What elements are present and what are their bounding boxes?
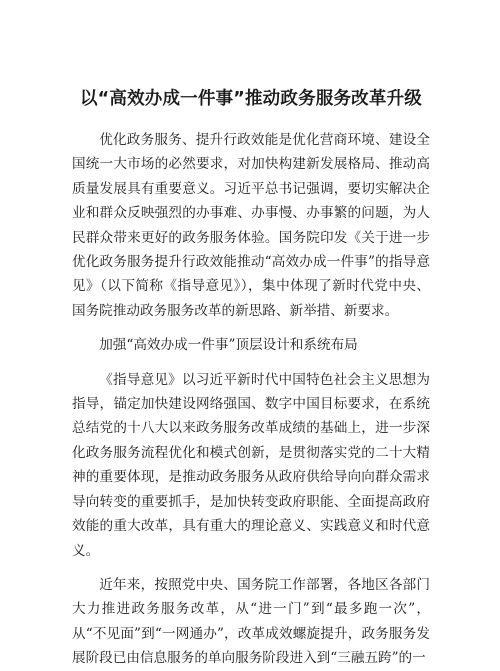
document-title: 以“高效办成一件事”推动政务服务改革升级 (79, 89, 422, 109)
paragraph-intro: 优化政务服务、提升行政效能是优化营商环境、建设全国统一大市场的必然要求，对加快构建新发展格局、推动高质量发展具有重要意义。习近平总书记强调，要切实解决企业和群众反映强烈的办事难、办事慢、办事繁的问题，为人民群众带来更好的政务服务体验。国务院印发《关于进一步优化政务服务提升行政效能推动“高效办成一件事”的指导意见》（以下简称《指导意见》），集中体现了新时代党中央、国务院推动政务服务改革的新思路、新举措、新要求。 (72, 132, 430, 319)
paragraph-guidance: 《指导意见》以习近平新时代中国特色社会主义思想为指导，锚定加快建设网络强国、数字中国目标要求，在系统总结党的十八大以来政务服务改革成绩的基础上，进一步深化政务服务流程优化和模式创新，是贯彻落实党的二十大精神的重要体现，是推动政务服务从政府供给导向向群众需求导向转变的重要抓手，是加快转变政府职能、全面提高政府效能的重大改革，具有重大的理论意义、实践意义和时代意义。 (72, 371, 430, 559)
section-subheading: 加强“高效办成一件事”顶层设计和系统布局 (99, 337, 358, 354)
paragraph-progress: 近年来，按照党中央、国务院工作部署，各地区各部门大力推进政务服务改革，从“进一门”到“最多跑一次”，从“不见面”到“一网通办”，改革成效螺旋提升，政务服务发展阶段已由信息服务的单向服务阶段进入到“三融五跨”的一 (72, 576, 430, 667)
